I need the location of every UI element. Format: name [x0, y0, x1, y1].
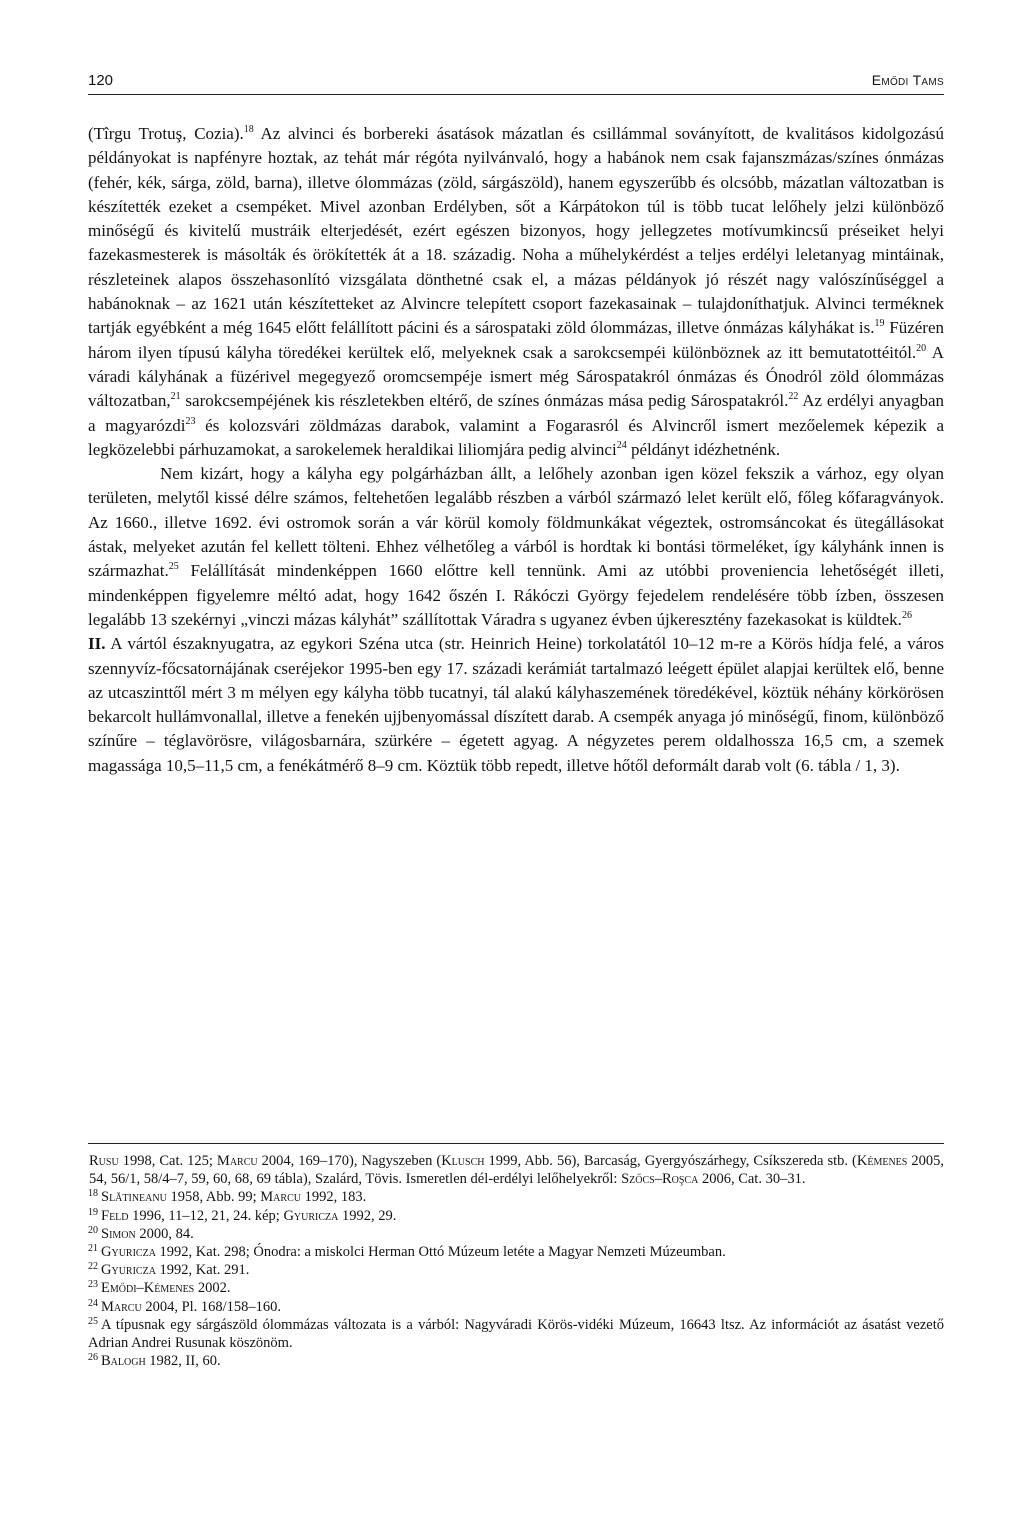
author-name: Balogh — [101, 1353, 146, 1370]
footnote-number: 21 — [88, 1243, 98, 1255]
text-run: 1992, Kat. 298; Ónodra: a miskolci Herman Ottó Múzeum letéte a Magyar Nemzeti Múzeumban. — [155, 1244, 726, 1261]
text-run: 1999, Abb. 56), Barcaság, Gyergyószárhegy, Csíkszereda stb. ( — [484, 1153, 857, 1169]
main-text — [88, 122, 944, 778]
section-number: II. — [88, 634, 106, 654]
text-run: 1998, Cat. 125; — [118, 1153, 217, 1169]
footnote-number: 19 — [88, 1206, 98, 1218]
footnote — [88, 1316, 944, 1352]
author-name: Kémenes — [856, 1153, 908, 1169]
text-run: Felállítását mindenképpen 1660 előttre kell tennünk. Ami az utóbbi proveniencia lehetőségét illeti, mindenképpen figyelemre méltó adat, hogy 1642 őszén I. Rákóczi György fejedelem rendelésére több ízben, összesen legalább 13 szekérnyi „vinczi mázas kályhát” szállítottak Váradra s ugyanez évben újkeresztény fazekasokat is küldtek. — [88, 561, 944, 629]
author-name: Emődi–Kémenes — [101, 1280, 195, 1297]
footnote — [88, 1188, 944, 1206]
footnote — [88, 1261, 944, 1279]
text-run: 1992, 29. — [338, 1207, 397, 1224]
footnote-ref: 20 — [916, 342, 927, 354]
text-run: 2000, 84. — [135, 1225, 194, 1242]
author-name: Feld — [101, 1207, 129, 1224]
footnote-ref: 21 — [170, 391, 181, 403]
text-run: 1992, Kat. 291. — [155, 1262, 250, 1279]
text-run: 2004, Pl. 168/158–160. — [141, 1298, 282, 1315]
footnote-number: 20 — [88, 1224, 98, 1236]
text-run: 2006, Cat. 30–31. — [698, 1171, 806, 1188]
footnote-ref: 25 — [168, 561, 179, 573]
footnote-number: 23 — [88, 1279, 98, 1291]
footnote-ref: 18 — [243, 124, 254, 135]
paragraph — [88, 462, 944, 632]
footnote-number: 24 — [88, 1297, 98, 1309]
text-run: Nem kizárt, hogy a kályha egy polgárházban állt, a lelőhely azonban igen közel fekszik a várhoz, egy olyan területen, melytől kissé délre számos, feltehetően legalább részben a várból származó lelet került elő, főleg kőfaragványok. Az 1660., illetve 1692. évi ostromok során a vár körül komoly földmunkákat végeztek, ostromsáncokat és ütegállásokat ástak, melyeket azután fel kellett tölteni. Ehhez vélhetőleg a várból is hordtak ki bontási törmeléket, így kályhánk innen is származhat. — [88, 464, 944, 581]
text-run: Füzéren három ilyen típusú kályha töredékei kerültek elő, melyeknek csak a sarokcsempéi különböznek az itt bemutatottéitól. — [88, 318, 944, 362]
text-run: példányt idézhetnénk. — [626, 439, 781, 459]
author-name: Gyuricza — [101, 1244, 156, 1261]
text-run: 2005, 54, 56/1, 58/4–7, 59, 60, 68, 69 tábla), Szalárd, Tövis. Ismeretlen dél-erdélyi lelőhelyekről: — [89, 1153, 945, 1188]
author-name: Rusu — [89, 1153, 119, 1169]
paragraph — [88, 122, 944, 462]
text-run: 1958, Abb. 99; — [166, 1189, 261, 1206]
footnote-ref: 24 — [616, 439, 627, 451]
footnote-ref: 26 — [901, 609, 912, 621]
text-run: A váradi kályhának a füzérivel megegyező oromcsempéje ismert még Sárospatakról ónmázas és Ónodról zöld ólommázas változatban, — [88, 342, 944, 411]
text-run: 2002. — [194, 1280, 231, 1297]
paragraph — [88, 632, 944, 778]
text-run: Az erdélyi anyagban a magyarózdi — [88, 391, 945, 435]
footnote — [88, 1298, 944, 1316]
author-name: Gyuricza — [283, 1207, 339, 1224]
footnote — [88, 1207, 944, 1225]
footnote-number: 22 — [88, 1261, 98, 1273]
author-name: Marcu — [216, 1153, 258, 1169]
footnote-number: 25 — [88, 1315, 98, 1327]
author-name: Marcu — [101, 1298, 142, 1315]
author-name: Marcu — [260, 1189, 301, 1206]
footnotes — [88, 1152, 944, 1370]
author-name: Klusch — [441, 1153, 485, 1169]
author-name: Slătineanu — [101, 1189, 167, 1206]
footnote-number: 18 — [88, 1188, 98, 1200]
text-run: sarokcsempéjének kis részletekben eltérő, de színes ónmázas mása pedig Sárospatakról. — [180, 391, 789, 411]
footnote-ref: 19 — [874, 318, 885, 330]
footnote — [88, 1152, 944, 1188]
text-run: 1996, 11–12, 21, 24. kép; — [128, 1207, 284, 1224]
text-run: 1982, II, 60. — [145, 1353, 221, 1370]
text-run: Az alvinci és borbereki ásatások mázatlan és csillámmal soványított, de kvalitásos kidolgozású példányokat is napfényre hoztak, az tehát már régóta nyilvánvaló, hogy a habánok nem csak fajanszmázas/színes ónmázas (fehér, kék, sárga, zöld, barna), illetve ólommázas (zöld, sárgászöld), hanem egyszerűbb és olcsóbb, mázatlan változatban is készítették ezeket a csempéket. Mivel azonban Erdélyben, sőt a Kárpátokon túl is több tucat lelőhely jelzi különböző minőségű és kivitelű mustráik elterjedését, ezért egészen bizonyos, hogy jellegzetes motívumkincsű préseiket helyi fazekasmesterek is másolták és örökítették át a 18. századig. Noha a műhelykérdést a teljes erdélyi leletanyag mintáinak, részleteinek alapos összehasonlító vizsgálata dönthetné csak el, a mázas példányok jó részét nagy valószínűséggel a habánoknak – az 1621 után készítetteket az Alvincre telepített csoport fazekasainak – tulajdoníthatjuk. Alvinci terméknek tartják egyébként a még 1645 előtt felállított pácini és a sárospataki zöld ólommázas, illetve ónmázas kályhákat is. — [88, 124, 944, 338]
text-run: 2004, 169–170), Nagyszeben ( — [257, 1153, 442, 1169]
footnote-ref: 23 — [185, 415, 196, 427]
footnote — [88, 1279, 944, 1297]
footnote — [88, 1352, 944, 1370]
footnote-divider — [88, 1143, 944, 1144]
text-run: 1992, 183. — [300, 1189, 367, 1206]
text-run: A vártól északnyugatra, az egykori Széna utca (str. Heinrich Heine) torkolatától 10–12 m-re a Körös hídja felé, a város szennyvíz-főcsatornájának cseréjekor 1995-ben egy 17. századi kerámiát tartalmazó leégett épület alapjai kerültek elő, benne az utcaszinttől mért 3 m mélyen egy kályha több tucatnyi, tál alakú kályhaszemének töredékével, köztük néhány körkörösen bekarcolt hullámvonallal, illetve a fenekén ujjbenyomással díszített darab. A csempék anyaga jó minőségű, finom, különböző színűre – téglavörösre, világosbarnára, szürkére – égetett agyag. A négyzetes perem oldalhossza 16,5 cm, a szemek magassága 10,5–11,5 cm, a fenékátmérő 8–9 cm. Köztük több repedt, illetve hőtől deformált darab volt (6. tábla / 1, 3). — [88, 634, 944, 775]
text-run: A típusnak egy sárgászöld ólommázas változata is a várból: Nagyváradi Körös-vidéki Múzeum, 16643 ltsz. Az információt az ásatást vezető Adrian Andrei Rusunak köszönöm. — [88, 1316, 944, 1352]
footnote-ref: 22 — [788, 391, 799, 403]
page-number: 120 — [88, 72, 114, 89]
footnote — [88, 1225, 944, 1243]
author-name: Gyuricza — [101, 1262, 156, 1279]
footnote — [88, 1243, 944, 1261]
text-run: (Tîrgu Trotuş, Cozia). — [88, 124, 244, 143]
author-name: Simon — [101, 1225, 136, 1242]
page-header — [88, 70, 944, 95]
text-run: és kolozsvári zöldmázas darabok, valamint a Fogarasról és Alvincről ismert mezőelemek képezik a legközelebbi párhuzamokat, a sarokelemek heraldikai liliomjára pedig alvinci — [88, 415, 945, 459]
author-name: Szőcs–Roşca — [621, 1171, 699, 1188]
running-head: Emődi Tams — [871, 72, 944, 88]
footnote-number: 26 — [88, 1352, 98, 1364]
